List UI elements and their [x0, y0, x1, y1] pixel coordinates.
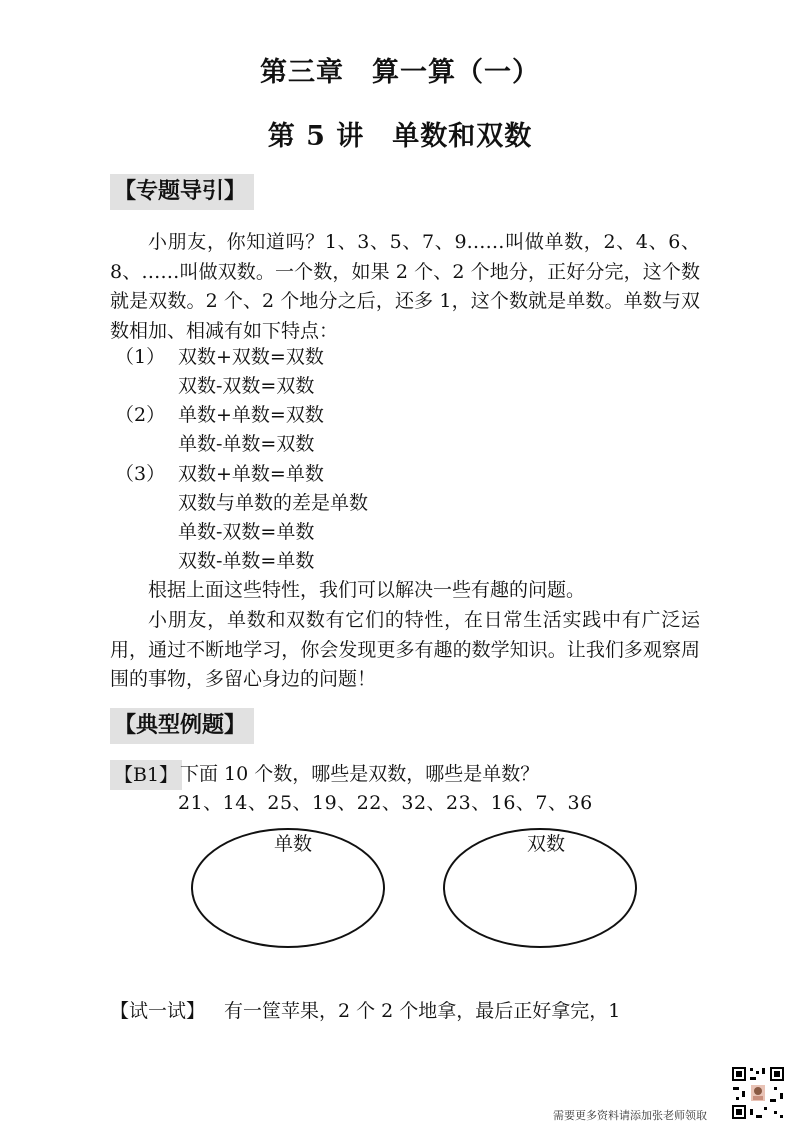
rule-3-line-1: 双数+单数=单数 — [178, 463, 324, 485]
examples-heading: 【典型例题】 — [110, 708, 254, 744]
chapter-title: 第三章 算一算（一） — [260, 57, 540, 88]
rule-2-line-1: 单数+单数=双数 — [178, 404, 324, 426]
rule-1-line-1: 双数+双数=双数 — [178, 346, 324, 368]
rule-3-line-4: 双数-单数=单数 — [178, 550, 315, 572]
rule-1-number: （1） — [115, 346, 166, 368]
rule-3-line-2: 双数与单数的差是单数 — [178, 492, 369, 514]
guide-intro: 小朋友，你知道吗？1、3、5、7、9……叫做单数，2、4、6、8、……叫做双数。一个数，如果 2 个、2 个地分，正好分完，这个数就是双数。2 个、2 个地分之后，还多 1，这个数就是单数。单数与双数相加、相减有如下特点： — [110, 231, 700, 342]
guide-closing-1: 根据上面这些特性，我们可以解决一些有趣的问题。 — [148, 579, 586, 601]
rule-3-line-3: 单数-双数=单数 — [178, 521, 315, 543]
footer-note: 需要更多资料请添加张老师领取 — [553, 1109, 707, 1122]
b1-question: 下面 10 个数，哪些是双数，哪些是单数？ — [180, 763, 540, 785]
rule-2-line-2: 单数-单数=双数 — [178, 433, 315, 455]
b1-label: 【B1】 — [110, 760, 182, 790]
rule-2-number: （2） — [115, 404, 166, 426]
rule-3-number: （3） — [115, 463, 166, 485]
guide-heading: 【专题导引】 — [110, 174, 254, 210]
guide-closing-2: 小朋友，单数和双数有它们的特性，在日常生活实践中有广泛运用，通过不断地学习，你会发现更多有趣的数学知识。让我们多观察周围的事物，多留心身边的问题！ — [110, 609, 700, 690]
odd-set-label: 单数 — [274, 833, 313, 855]
even-set-label: 双数 — [527, 833, 566, 855]
qr-code-icon — [730, 1065, 786, 1121]
rule-1-line-2: 双数-双数=双数 — [178, 375, 315, 397]
try-label: 【试一试】 — [110, 1000, 206, 1022]
try-text: 有一筐苹果，2 个 2 个地拿，最后正好拿完，1 — [224, 1000, 621, 1022]
lecture-title: 第 5 讲 单数和双数 — [267, 121, 533, 152]
b1-numbers: 21、14、25、19、22、32、23、16、7、36 — [178, 792, 593, 814]
